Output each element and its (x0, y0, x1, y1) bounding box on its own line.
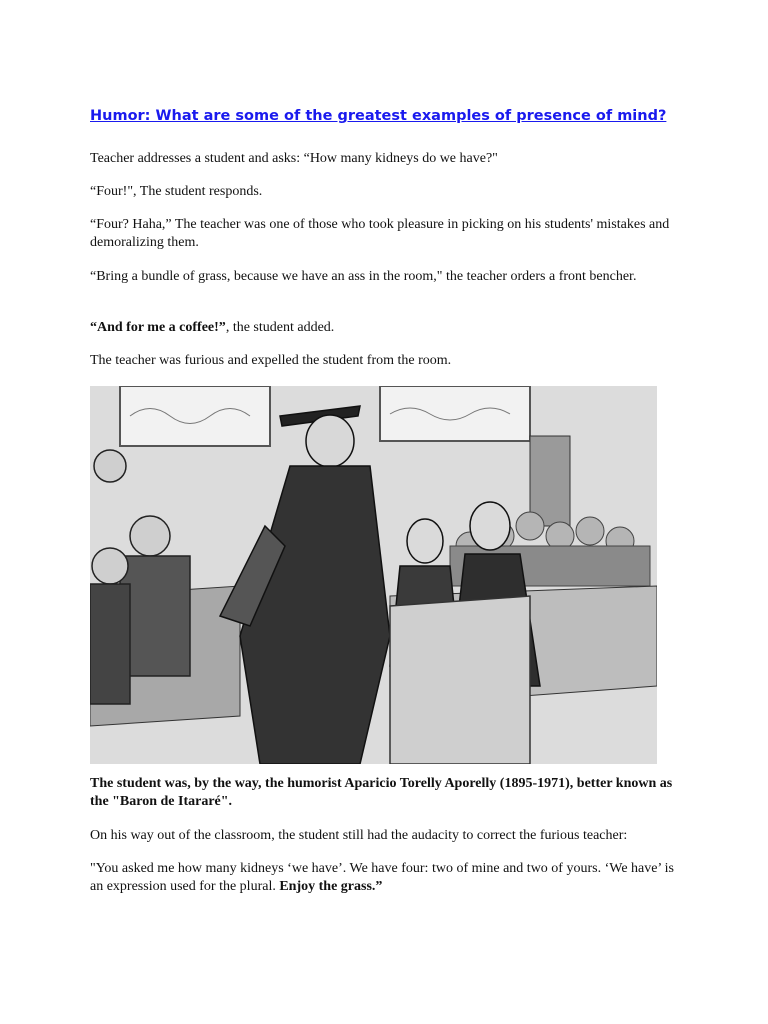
paragraph-leaving: On his way out of the classroom, the student still had the audacity to correct the furious teacher: (90, 828, 628, 843)
paragraph-teacher-laugh: “Four? Haha,” The teacher was one of those who took pleasure in picking on his students' mistakes and demoralizing them. (90, 217, 670, 250)
article-title-link[interactable]: Humor: What are some of the greatest examples of presence of mind? (90, 108, 667, 124)
coffee-rest: , the student added. (225, 320, 335, 335)
illustration-caption: The student was, by the way, the humorist Aparicio Torelly Aporelly (1895-1971), better known as the "Baron de Itararé". (90, 776, 673, 809)
paragraph-coffee (90, 319, 690, 337)
punchline-bold: Enjoy the grass.” (279, 879, 383, 894)
paragraph-question: Teacher addresses a student and asks: “How many kidneys do we have?" (90, 151, 498, 166)
paragraph-expelled: The teacher was furious and expelled the student from the room. (90, 353, 452, 368)
punchline-text: "You asked me how many kidneys ‘we have’. We have four: two of mine and two of yours. ‘We have’ is an expression used for the plural. (90, 861, 674, 894)
coffee-quote: “And for me a coffee!” (90, 320, 226, 335)
paragraph-punchline (90, 860, 690, 896)
paragraph-answer: “Four!", The student responds. (90, 184, 263, 199)
classroom-drawing (90, 386, 657, 764)
paragraph-grass-order: “Bring a bundle of grass, because we have an ass in the room," the teacher orders a front bencher. (90, 269, 637, 284)
classroom-illustration (90, 386, 657, 764)
